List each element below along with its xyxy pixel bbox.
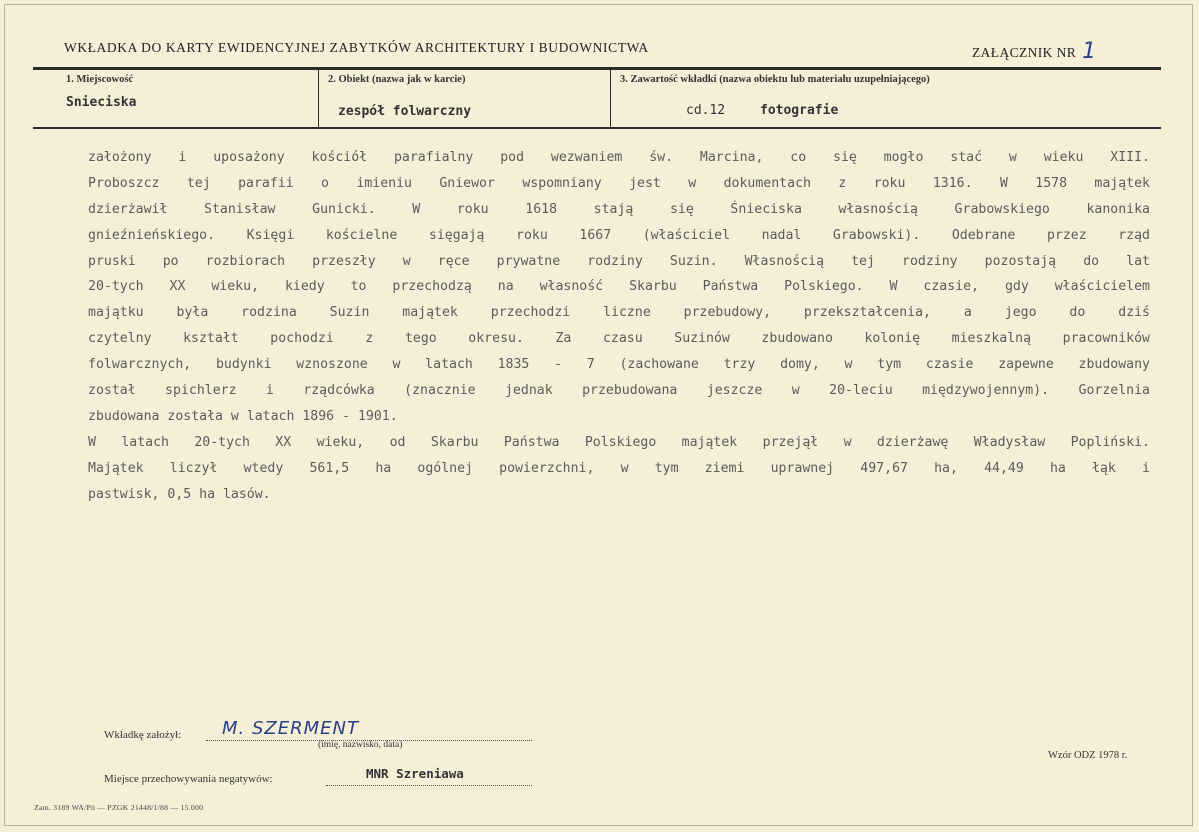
storage-label: Miejsce przechowywania negatywów: xyxy=(104,773,273,785)
field-divider-2 xyxy=(610,70,611,127)
created-by-signature: M. SZERMENT xyxy=(222,718,359,739)
text-line: majątku była rodzina Suzin majątek przechodzi liczne przebudowy, przekształcenia, a jego do dziś xyxy=(88,305,1150,321)
printer-imprint: Zam. 3189 WA/Pń — PZGK 21448/1/88 — 15.000 xyxy=(34,803,204,812)
form-title: WKŁADKA DO KARTY EWIDENCYJNEJ ZABYTKÓW ARCHITEKTURY I BUDOWNICTWA xyxy=(64,40,649,55)
contents-sheet-number: cd.12 xyxy=(686,103,726,118)
form-model: Wzór ODZ 1978 r. xyxy=(1048,750,1128,761)
storage-value: MNR Szreniawa xyxy=(366,766,464,781)
text-line: został spichlerz i rządcówka (znacznie jednak przebudowana jeszcze w 20-leciu międzywojennym). Gorzelnia xyxy=(88,383,1150,399)
header-rule-top xyxy=(33,67,1161,70)
created-by-caption: (imię, nazwisko, data) xyxy=(318,740,403,750)
storage-line xyxy=(326,785,532,786)
created-by-label: Wkładkę założył: xyxy=(104,729,182,741)
text-line: założony i uposażony kościół parafialny pod wezwaniem św. Marcina, co się mogło stać w wieku XIII. xyxy=(88,150,1150,165)
header-rule-bottom xyxy=(33,127,1161,129)
text-line: pastwisk, 0,5 ha lasów. xyxy=(88,486,271,502)
text-line: 20-tych XX wieku, kiedy to przechodzą na własność Skarbu Państwa Polskiego. W czasie, gdy właścicielem xyxy=(88,279,1150,295)
object-value: zespół folwarczny xyxy=(338,104,472,119)
text-line: folwarcznych, budynki wznoszone w latach 1835 - 7 (zachowane trzy domy, w tym czasie zapewne zbudowany xyxy=(88,357,1150,373)
text-line: Proboszcz tej parafii o imieniu Gniewor wspomniany jest w dokumentach z roku 1316. W 1578 majątek xyxy=(88,175,1150,191)
contents-value: fotografie xyxy=(760,103,839,118)
annex-number xyxy=(972,38,1097,63)
locality-label: 1. Miejscowość xyxy=(66,74,134,85)
text-line: zbudowana została w latach 1896 - 1901. xyxy=(88,408,398,424)
contents-label-main: 3. Zawartość wkładki xyxy=(620,74,717,85)
object-label-note: (nazwa jak w karcie) xyxy=(372,74,466,85)
text-line: gnieźnieńskiego. Księgi kościelne sięgają roku 1667 (właściciel nadal Grabowski). Odebrane przez rząd xyxy=(88,227,1150,243)
description-text xyxy=(88,145,1150,507)
text-line: dzierżawił Stanisław Gunicki. W roku 1618 stają się Śnieciska własnością Grabowskiego kanonika xyxy=(88,201,1150,217)
text-line: pruski po rozbiorach przeszły w ręce prywatne rodziny Suzin. Własnością tej rodziny pozostają do lat xyxy=(88,253,1150,269)
field-divider-1 xyxy=(318,70,319,127)
text-line: Majątek liczył wtedy 561,5 ha ogólnej powierzchni, w tym ziemi uprawnej 497,67 ha, 44,49 ha łąk i xyxy=(88,460,1150,476)
contents-label xyxy=(620,74,930,85)
annex-label: ZAŁĄCZNIK NR xyxy=(972,45,1077,60)
contents-label-note: (nazwa obiektu lub materiału uzupełniającego) xyxy=(719,74,930,85)
text-line: czytelny kształt pochodzi z tego okresu. Za czasu Suzinów zbudowano kolonię mieszkalną pracowników xyxy=(88,331,1150,347)
object-label-main: 2. Obiekt xyxy=(328,74,370,85)
object-label xyxy=(328,74,465,85)
locality-value: Snieciska xyxy=(66,95,137,110)
text-line: W latach 20-tych XX wieku, od Skarbu Państwa Polskiego majątek przejął w dzierżawę Władysław Popliński. xyxy=(88,434,1150,450)
annex-handwritten-number: 1 xyxy=(1082,39,1097,64)
